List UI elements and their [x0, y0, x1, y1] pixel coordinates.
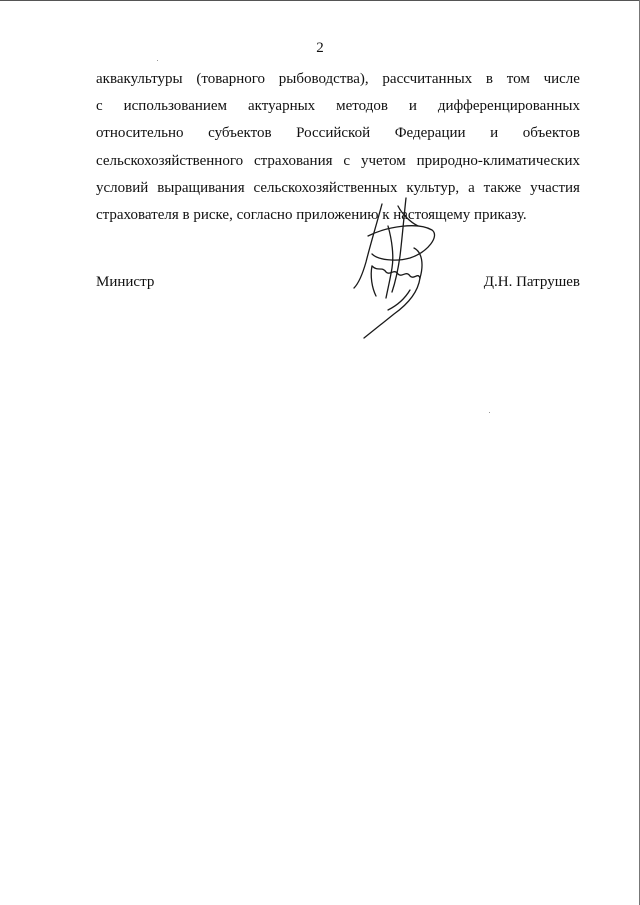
paragraph-word: числе — [543, 71, 580, 87]
paragraph-word: актуарных — [248, 98, 316, 115]
paragraph-word: Федерации — [394, 125, 466, 142]
paragraph-word: дифференцированных — [437, 98, 580, 115]
paragraph-word: объектов — [522, 125, 580, 142]
paragraph-word: с — [96, 98, 103, 115]
signature-block — [96, 274, 580, 298]
handwritten-signature — [348, 196, 448, 342]
paragraph-word: рассчитанных — [382, 71, 473, 87]
paragraph-line — [96, 93, 580, 120]
page-edge-top — [0, 0, 640, 1]
paragraph-word: том — [506, 71, 530, 87]
signatory-title: Министр — [96, 274, 155, 290]
paragraph-word: с — [343, 152, 351, 169]
paragraph-word: культур, — [406, 179, 460, 196]
body-paragraph — [96, 66, 580, 229]
paragraph-line — [96, 175, 580, 202]
paragraph-word: страхователя в риске, согласно приложению к настоящему приказу. — [96, 206, 527, 223]
paragraph-word: в — [485, 71, 494, 87]
paragraph-word: субъектов — [208, 125, 272, 142]
page-number: 2 — [316, 40, 324, 56]
scan-speck — [489, 412, 490, 413]
paragraph-word: методов — [336, 98, 388, 115]
paragraph-word: условий — [96, 179, 149, 196]
paragraph-word: страхования — [254, 152, 333, 169]
paragraph-word: также — [483, 179, 522, 196]
paragraph-word: учетом — [360, 152, 406, 169]
paragraph-word: аквакультуры — [96, 71, 183, 87]
paragraph-word: использованием — [123, 98, 228, 115]
paragraph-line — [96, 66, 580, 93]
paragraph-word: (товарного — [196, 71, 266, 87]
paragraph-line — [96, 148, 580, 175]
paragraph-line — [96, 202, 580, 229]
paragraph-word: Российской — [296, 125, 371, 142]
paragraph-word: выращивания — [157, 179, 245, 196]
paragraph-word: и — [408, 98, 417, 115]
paragraph-word: рыбоводства), — [278, 71, 369, 87]
paragraph-word: сельскохозяйственных — [253, 179, 398, 196]
paragraph-word: участия — [530, 179, 580, 196]
paragraph-word: сельскохозяйственного — [96, 152, 244, 169]
paragraph-word: природно-климатических — [416, 152, 580, 169]
scan-speck — [157, 60, 158, 61]
paragraph-line — [96, 120, 580, 147]
paragraph-word: а — [468, 179, 475, 196]
signatory-name: Д.Н. Патрушев — [483, 274, 580, 290]
paragraph-word: и — [490, 125, 499, 142]
paragraph-word: относительно — [96, 125, 184, 142]
